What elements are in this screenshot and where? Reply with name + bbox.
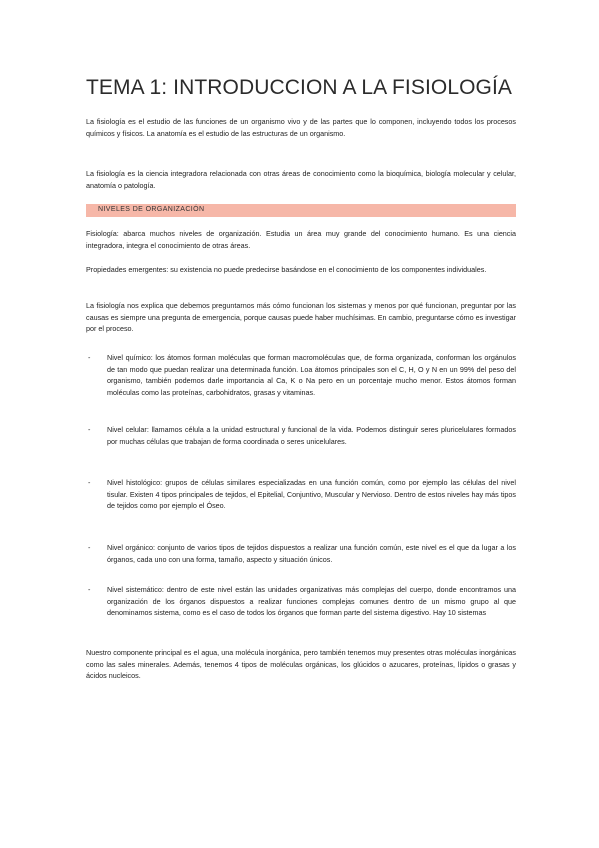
page-title: TEMA 1: INTRODUCCION A LA FISIOLOGÍA: [86, 76, 513, 99]
list-bullet: -: [88, 585, 91, 594]
list-item-nivel-sistematico: [86, 584, 516, 619]
list-item-nivel-histologico: [86, 477, 516, 512]
intro-paragraph-2: La fisiología es la ciencia integradora relacionada con otras áreas de conocimiento como la bioquímica, biología molecular y celular, anatomía o patología.: [86, 169, 516, 190]
intro-paragraph-1: La fisiología es el estudio de las funciones de un organismo vivo y de las partes que lo componen, incluyendo todos los procesos químicos y físicos. La anatomía es el estudio de las estructuras de un organismo.: [86, 117, 516, 138]
paragraph-explicacion: La fisiología nos explica que debemos preguntarnos más cómo funcionan los sistemas y menos por qué funcionan, preguntar por las causas es siempre una pregunta de emergencia, porque causas puede haber muchísimas. En cambio, preguntarse cómo es investigar por el proceso.: [86, 301, 516, 334]
list-item-nivel-organico: [86, 542, 516, 565]
list-item-text: Nivel sistemático: dentro de este nivel están las unidades organizativas más complejas del cuerpo, donde encontramos una organización de los órganos dispuestos a realizar funciones complejas comunes dentro de un mismo grupo al que denominamos sistema, como es el caso de todos los órganos que forman parte del sistema digestivo. Hay 10 sistemas: [107, 585, 516, 618]
closing-paragraph: Nuestro componente principal es el agua, una molécula inorgánica, pero también tenemos muy presentes otras moléculas inorgánicas como las sales minerales. Además, tenemos 4 tipos de moléculas orgánicas, los glúcidos o azucares, proteínas, lípidos o grasas y ácidos nucleicos.: [86, 648, 516, 681]
list-item-nivel-quimico: [86, 352, 516, 398]
section-heading-bar: [86, 204, 516, 217]
list-bullet: -: [88, 478, 91, 487]
list-item-nivel-celular: [86, 424, 516, 447]
list-item-text: Nivel histológico: grupos de células similares especializadas en una función común, como por ejemplo las células del nivel tisular. Existen 4 tipos principales de tejidos, el Epitelial, Conjuntivo, Muscular y Nervioso. Dentro de estos niveles hay más tipos de tejidos como por ejemplo el Óseo.: [107, 478, 516, 511]
list-item-text: Nivel químico: los átomos forman moléculas que forman macromoléculas que, de forma organizada, conforman los orgánulos de tan modo que puedan realizar una determinada función. Loa átomos principales son el C, H, O y N en un 99% del peso del organismo, también podemos darle importancia al Ca, K o Na pero en un porcentaje mucho menor. Estos átomos forman moléculas como las proteínas, carbohidratos, grasas y vitaminas.: [107, 353, 516, 397]
list-bullet: -: [88, 425, 91, 434]
list-item-text: Nivel celular: llamamos célula a la unidad estructural y funcional de la vida. Podemos distinguir seres pluricelulares formados por muchas células que trabajan de forma coordinada o seres unicelulares.: [107, 425, 516, 446]
list-bullet: -: [88, 543, 91, 552]
section-heading: NIVELES DE ORGANIZACIÓN: [98, 206, 205, 213]
list-item-text: Nivel orgánico: conjunto de varios tipos de tejidos dispuestos a realizar una función común, este nivel es el que da lugar a los órganos, cada uno con una forma, tamaño, aspecto y situación únicos.: [107, 543, 516, 564]
paragraph-propiedades: Propiedades emergentes: su existencia no puede predecirse basándose en el conocimiento de los componentes individuales.: [86, 265, 487, 274]
paragraph-fisiologia: Fisiología: abarca muchos niveles de organización. Estudia un área muy grande del conocimiento humano. Es una ciencia integradora, integra el conocimiento de otras áreas.: [86, 229, 516, 250]
list-bullet: -: [88, 353, 91, 362]
